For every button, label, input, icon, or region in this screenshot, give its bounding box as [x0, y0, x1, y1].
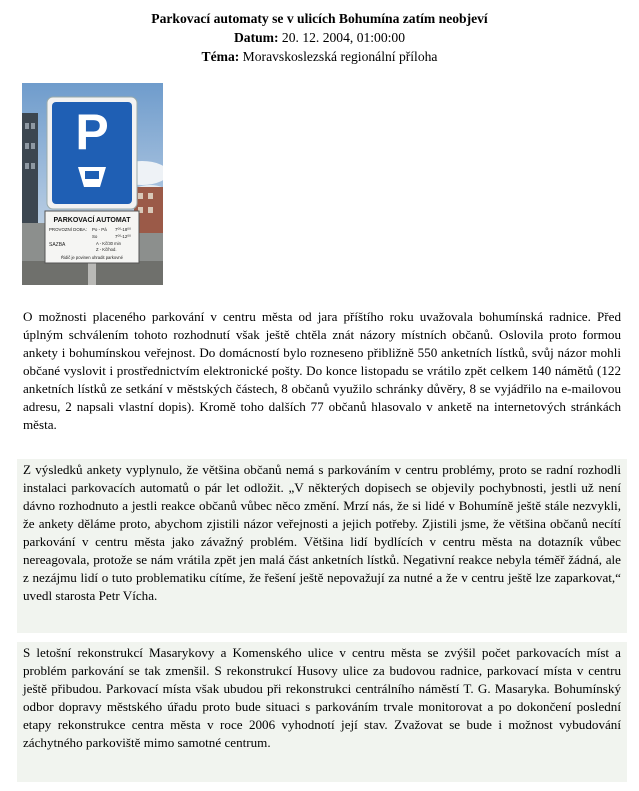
plate-sat-time: 7⁰⁰-12⁰⁰: [115, 234, 131, 239]
article-topic-line: [0, 47, 639, 66]
parking-sign-photo: [22, 83, 163, 285]
plate-title: PARKOVACÍ AUTOMAT: [53, 217, 131, 224]
plate-footer: Řidič je povinen uhradit parkovné: [61, 255, 123, 260]
plate-hours-days: Po - Pá: [92, 227, 107, 232]
plate-hours-time: 7⁰⁰-18⁰⁰: [115, 227, 131, 232]
plate-fee-label: SAZBA: [49, 242, 66, 248]
plate-fee-2: Z - Kč/hod.: [96, 247, 117, 252]
article-paragraph-2: Z výsledků ankety vyplynulo, že většina občanů nemá s parkováním v centru problémy, proto se radní rozhodli instalaci parkovacích automatů o pár let odložit. „V některých dopisech se objevily pochybnosti, jestli už není dávno rozhodnuto a jestli reakce občanů vůbec něco změní. Mrzí nás, že si lidé v Bohumíně ještě stále nezvykli, že ankety děláme proto, abychom zjistili názor veřejnosti a jejich potřeby. Zjistili jsme, že většina občanů necítí parkování v centru města jako závažný problém. Většina lidí bydlících v centru města na dotazník vůbec nereagovala, protože se nám vrátila zpět jen malá část anketních lístků. Negativní reakce nebyla téměř žádná, ale z nezájmu lidí o tuto problematiku cítíme, že řešení ještě nepovažují za nutné a že v centru ještě lze zaparkovat,“ uvedl starosta Petr Vícha.: [17, 459, 627, 633]
article-title: Parkovací automaty se v ulicích Bohumína zatím neobjeví: [151, 11, 488, 26]
topic-value: Moravskoslezská regionální příloha: [242, 49, 438, 64]
article-header: [0, 9, 639, 66]
plate-fee-1: A - Kč/30 min: [96, 241, 121, 246]
date-label: Datum:: [233, 30, 279, 45]
plate-sat-days: So: [92, 234, 98, 239]
article-paragraph-1: O možnosti placeného parkování v centru města od jara příštího roku uvažovala bohumínská radnice. Před úplným schválením tohoto rozhodnutí však ještě chtěla znát názory místních občanů. Oslovila proto formou ankety i bohumínskou veřejnost. Do domácností bylo rozneseno přibližně 550 anketních lístků, svůj názor mohli občané vyslovit i prostřednictvím elektronické pošty. Do konce listopadu se vrátilo zpět celkem 140 námětů (122 anketních lístků ze setkání v městských částech, 8 občanů využilo schránky důvěry, 8 se vyjádřilo na e-mailovou adresu, 2 napsali vlastní dopis). Kromě toho dalších 77 občanů hlasovalo v anketě na internetových stránkách města.: [23, 309, 621, 432]
article-paragraph-3: S letošní rekonstrukcí Masarykovy a Komenského ulice v centru města se zvýšil počet parkovacích míst a problém parkování se tak zmenšil. S rekonstrukcí Husovy ulice za budovou radnice, parkovací místa v centru ještě přibudou. Parkovací místa však ubudou při rekonstrukci centrálního náměstí T. G. Masaryka. Bohumínský odbor dopravy městského úřadu proto bude situaci s parkováním trvale monitorovat a po dokončení poslední etapy rekonstrukce centra města v roce 2006 vyhodnotí její stav. Zvažovat se bude i možnost vybudování záchytného parkoviště mimo samotné centrum.: [17, 642, 627, 782]
date-value: 20. 12. 2004, 01:00:00: [281, 30, 406, 45]
plate-hours-label: PROVOZNÍ DOBA:: [49, 227, 87, 232]
sign-letter: P: [75, 104, 109, 160]
sign-pole: [88, 263, 96, 285]
topic-label: Téma:: [201, 49, 240, 64]
article-date-line: [0, 28, 639, 47]
